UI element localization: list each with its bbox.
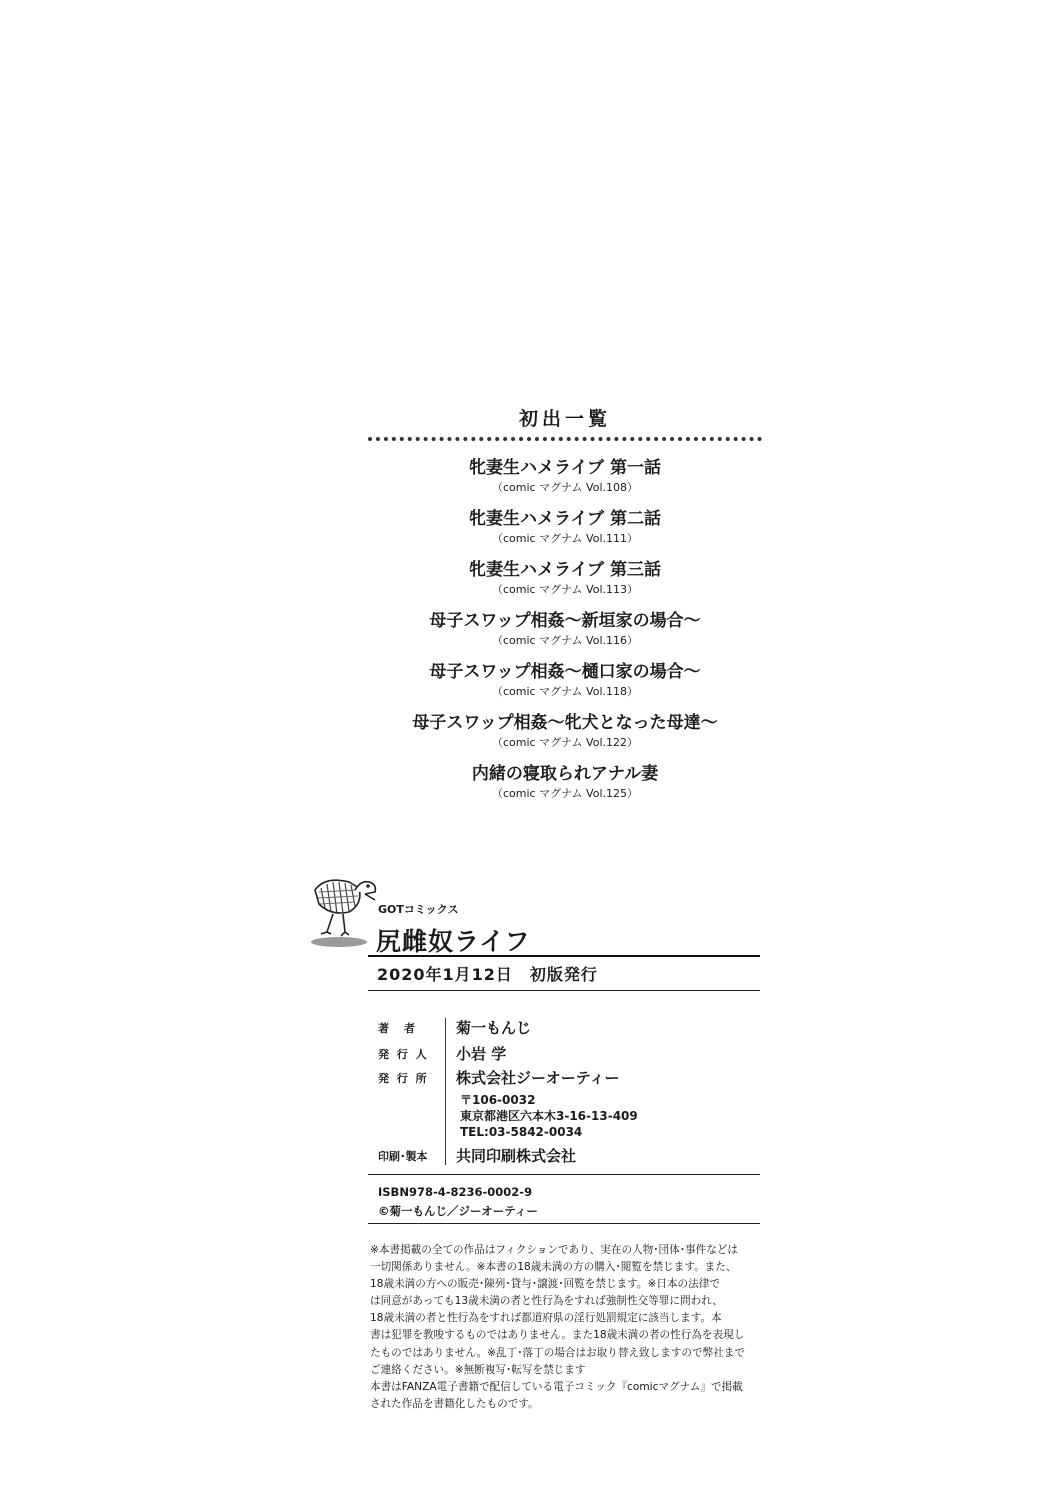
author-name: 菊一もんじ: [456, 1019, 532, 1037]
credit-row-publisher: [378, 1067, 758, 1140]
work-title: 牝妻生ハメライブ 第一話: [469, 458, 661, 478]
notice-line: ※本書掲載の全ての作品はフィクションであり、実在の人物･団体･事件などは: [370, 1244, 739, 1256]
work-source: （comic マグナム Vol.118）: [492, 685, 638, 698]
imprint-label: GOTコミックス: [378, 903, 459, 916]
book-title: 尻雌奴ライフ: [376, 927, 531, 956]
notice-line: 本書はFANZA電子書籍で配信している電子コミック『comicマグナム』で掲載: [370, 1380, 743, 1393]
work-title: 母子スワップ相姦～樋口家の場合～: [429, 662, 701, 682]
notice-line: ご連絡ください。※無断複写･転写を禁じます: [370, 1363, 586, 1376]
dotted-divider: [368, 437, 762, 441]
copyright: ©菊一もんじ／ジーオーティー: [378, 1204, 538, 1218]
divider: [368, 1174, 760, 1175]
divider: [368, 1223, 760, 1224]
notice-line: 書は犯罪を教唆するものではありません。また18歳未満の者の性行為を表現し: [370, 1329, 745, 1342]
list-item: [370, 609, 760, 660]
telephone: TEL:03-5842-0034: [460, 1125, 583, 1139]
notice-line: は同意があっても13歳未満の者と性行為をすれば強制性交等罪に問われ、: [370, 1295, 724, 1308]
printer-name: 共同印刷株式会社: [456, 1147, 577, 1165]
work-source: （comic マグナム Vol.125）: [492, 787, 638, 800]
work-title: 牝妻生ハメライブ 第三話: [469, 560, 661, 580]
work-source: （comic マグナム Vol.111）: [492, 532, 638, 545]
publisher-address-block: [460, 1092, 638, 1140]
bird-logo-icon: [305, 868, 383, 950]
notice-line: 一切関係ありません。※本書の18歳未満の方の購入･閲覧を禁じます。また、: [370, 1261, 737, 1274]
list-item: [370, 762, 760, 813]
work-source: （comic マグナム Vol.108）: [492, 481, 638, 494]
work-title: 内緒の寝取られアナル妻: [471, 764, 659, 784]
credit-row-printer: [378, 1145, 758, 1166]
address: 東京都港区六本木3-16-13-409: [460, 1109, 638, 1123]
publication-date: 2020年1月12日 初版発行: [377, 965, 598, 984]
divider: [368, 955, 760, 957]
isbn: ISBN978-4-8236-0002-9: [378, 1185, 533, 1199]
legal-notice: [370, 1242, 762, 1413]
publisher-name: 株式会社ジーオーティー: [456, 1069, 620, 1087]
list-item: [370, 456, 760, 507]
work-title: 母子スワップ相姦～牝犬となった母達～: [412, 713, 718, 733]
list-item: [370, 558, 760, 609]
credit-row-publisher-person: [378, 1043, 758, 1067]
postal-code: 〒106-0032: [460, 1093, 536, 1107]
notice-line: 18歳未満の者と性行為をすれば都道府県の淫行処罰規定に該当します。本: [370, 1312, 722, 1325]
notice-line: 18歳未満の方への販売･陳列･貸与･譲渡･回覧を禁じます。※日本の法律で: [370, 1278, 720, 1291]
divider: [368, 990, 760, 991]
credit-label: 著 者: [378, 1022, 417, 1035]
credit-label: 発 行 所: [378, 1072, 429, 1085]
publisher-details: [456, 1067, 638, 1140]
work-source: （comic マグナム Vol.113）: [492, 583, 638, 596]
first-appearance-title: 初出一覧: [518, 408, 611, 430]
work-title: 牝妻生ハメライブ 第二話: [469, 509, 661, 529]
credit-label: 印刷･製本: [378, 1150, 428, 1163]
work-source: （comic マグナム Vol.116）: [492, 634, 638, 647]
list-item: [370, 507, 760, 558]
list-item: [370, 711, 760, 762]
credit-row-author: [378, 1017, 758, 1043]
works-list: [370, 456, 760, 813]
notice-line: された作品を書籍化したものです。: [370, 1397, 539, 1410]
work-source: （comic マグナム Vol.122）: [492, 736, 638, 749]
list-item: [370, 660, 760, 711]
notice-line: たものではありません。※乱丁･落丁の場合はお取り替え致しますので弊社まで: [370, 1346, 745, 1359]
credit-label: 発 行 人: [378, 1048, 429, 1061]
work-title: 母子スワップ相姦～新垣家の場合～: [429, 611, 701, 631]
publisher-person: 小岩 学: [456, 1045, 507, 1063]
credits-block: [378, 1017, 758, 1166]
